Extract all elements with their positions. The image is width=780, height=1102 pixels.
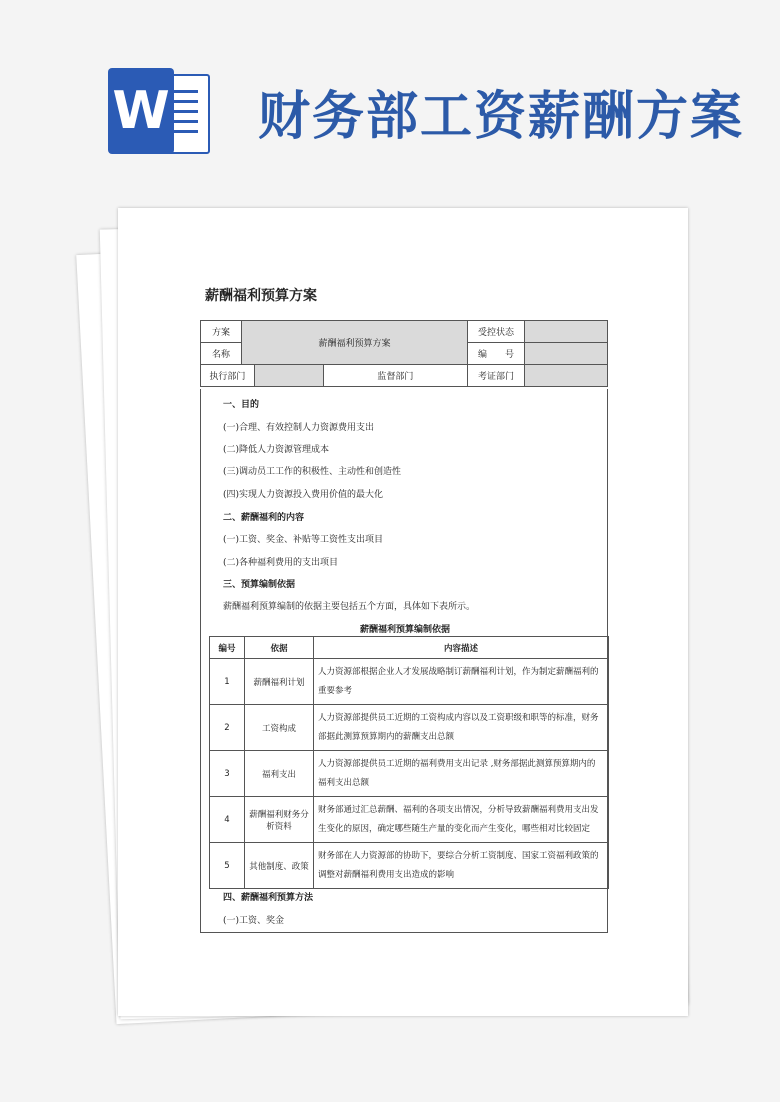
word-letter: W [108, 68, 174, 154]
row-basis: 薪酬福利计划 [245, 659, 314, 705]
row-number: 2 [210, 705, 245, 751]
scheme-name-label-1: 方案 [201, 321, 242, 343]
basis-table-caption: 薪酬福利预算编制依据 [359, 625, 450, 635]
page-header [0, 0, 780, 190]
control-status-value [525, 321, 608, 343]
row-number: 3 [210, 751, 245, 797]
row-basis: 工资构成 [245, 705, 314, 751]
word-document-icon [108, 68, 208, 154]
row-basis: 福利支出 [245, 751, 314, 797]
exec-dept-value [254, 365, 323, 387]
section-heading: 四、薪酬福利预算方法 [223, 893, 314, 903]
list-item: (四)实现人力资源投入费用价值的最大化 [223, 490, 384, 500]
section-heading: 一、目的 [223, 400, 260, 410]
exec-dept-label: 执行部门 [201, 365, 255, 387]
table-row [210, 751, 609, 797]
scheme-name-label-2: 名称 [201, 343, 242, 365]
basis-table [209, 636, 609, 889]
table-header: 依据 [245, 637, 314, 659]
number-label: 编 号 [468, 343, 525, 365]
number-value [525, 343, 608, 365]
paragraph: 薪酬福利预算编制的依据主要包括五个方面，具体如下表所示。 [223, 602, 476, 612]
document-heading: 薪酬福利预算方案 [205, 288, 317, 304]
list-item: (一)工资、奖金 [223, 916, 285, 926]
scheme-name-value: 薪酬福利预算方案 [242, 321, 468, 365]
table-header: 内容描述 [314, 637, 609, 659]
table-header: 编号 [210, 637, 245, 659]
table-row [210, 843, 609, 889]
row-description: 财务部在人力资源部的协助下，要综合分析工资制度、国家工资福利政策的 调整对薪酬福利费用支出造成的影响 [314, 843, 609, 889]
section-heading: 二、薪酬福利的内容 [223, 513, 305, 523]
document-body [200, 389, 608, 933]
row-number: 4 [210, 797, 245, 843]
row-description: 人力资源部提供员工近期的工资构成内容以及工资职级和职等的标准，财务 部据此测算预算期内的薪酬支出总额 [314, 705, 609, 751]
page-title: 财务部工资薪酬方案 [258, 87, 745, 147]
scheme-info-table [200, 320, 608, 387]
table-row [210, 797, 609, 843]
row-number: 5 [210, 843, 245, 889]
control-status-label: 受控状态 [468, 321, 525, 343]
table-row [210, 705, 609, 751]
supervise-dept-label: 监督部门 [323, 365, 467, 387]
list-item: (一)合理、有效控制人力资源费用支出 [223, 423, 375, 433]
row-description: 人力资源部根据企业人才发展战略制订薪酬福利计划，作为制定薪酬福利的 重要参考 [314, 659, 609, 705]
row-number: 1 [210, 659, 245, 705]
table-row [210, 659, 609, 705]
row-basis: 薪酬福利财务分析资料 [245, 797, 314, 843]
row-description: 财务部通过汇总薪酬、福利的各项支出情况，分析导致薪酬福利费用支出发 生变化的原因，确定哪些随生产量的变化而产生变化，哪些相对比较固定 [314, 797, 609, 843]
verify-dept-value [525, 365, 608, 387]
section-heading: 三、预算编制依据 [223, 580, 296, 590]
list-item: (三)调动员工工作的积极性、主动性和创造性 [223, 467, 402, 477]
verify-dept-label: 考证部门 [468, 365, 525, 387]
list-item: (一)工资、奖金、补贴等工资性支出项目 [223, 535, 384, 545]
list-item: (二)降低人力资源管理成本 [223, 445, 330, 455]
row-description: 人力资源部提供员工近期的福利费用支出记录 ,财务部据此测算预算期内的 福利支出总额 [314, 751, 609, 797]
list-item: (二)各种福利费用的支出项目 [223, 558, 339, 568]
row-basis: 其他制度、政策 [245, 843, 314, 889]
